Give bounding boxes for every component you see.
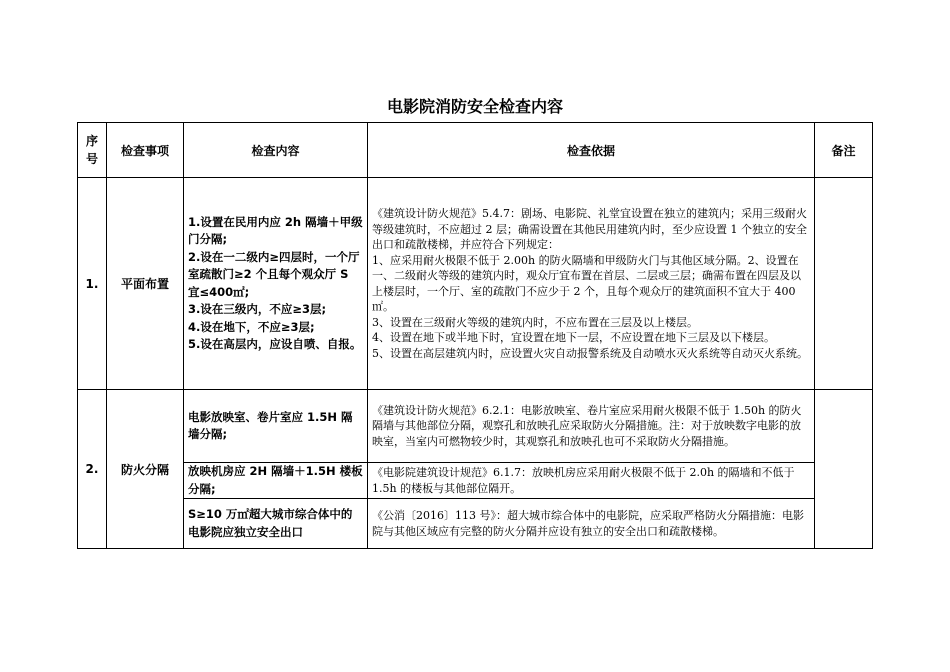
content-line: 3.设在三级内，不应≥3层;	[188, 302, 327, 316]
row-content: 放映机房应 2H 隔墙＋1.5H 楼板分隔;	[184, 463, 368, 499]
header-item: 检查事项	[107, 123, 184, 178]
content-line: 4.设在地下，不应≥3层;	[188, 319, 315, 334]
row-content: 电影放映室、卷片室应 1.5H 隔墙分隔;	[184, 390, 368, 463]
inspection-table	[77, 122, 873, 549]
row-seq: 2.	[78, 390, 107, 549]
header-content: 检查内容	[184, 123, 368, 178]
table-row	[78, 390, 873, 463]
header-seq-line2: 号	[85, 152, 98, 166]
header-basis: 检查依据	[368, 123, 815, 178]
header-seq-line1: 序	[85, 134, 98, 148]
row-basis: 《建筑设计防火规范》6.2.1：电影放映室、卷片室应采用耐火极限不低于 1.50h 的防火隔墙与其他部位分隔，观察孔和放映孔应采取防火分隔措施。注：对于放映数字电影的放映室，当室内可燃物较少时，其观察孔和放映孔也可不采取防火分隔措施。	[368, 390, 815, 463]
table-row	[78, 499, 873, 549]
basis-line: 4、设置在地下或半地下时，宜设置在地下一层，不应设置在地下三层及以下楼层。	[372, 331, 775, 344]
header-remark: 备注	[815, 123, 873, 178]
row-remark	[815, 390, 873, 549]
content-line: 1.设置在民用内应 2h 隔墙＋甲级门分隔;	[188, 214, 363, 246]
header-seq	[78, 123, 107, 178]
basis-line: 5、设置在高层建筑内时，应设置火灾自动报警系统及自动喷水灭火系统等自动灭火系统。	[372, 346, 808, 360]
row-item: 平面布置	[107, 178, 184, 390]
content-line: 2.设在一二级内≥四层时，一个厅室疏散门≥2 个且每个观众厅 S 宜≤400㎡;	[188, 249, 360, 299]
content-line: 5.设在高层内，应设自喷、自报。	[188, 337, 362, 351]
table-row	[78, 178, 873, 390]
row-content: S≥10 万㎡超大城市综合体中的电影院应独立安全出口	[184, 499, 368, 549]
row-basis: 《电影院建筑设计规范》6.1.7：放映机房应采用耐火极限不低于 2.0h 的隔墙和不低于 1.5h 的楼板与其他部位隔开。	[368, 463, 815, 499]
header-row	[78, 123, 873, 178]
row-content	[184, 178, 368, 390]
page-title: 电影院消防安全检查内容	[386, 97, 563, 116]
row-remark	[815, 178, 873, 390]
row-basis: 《公消〔2016〕113 号》：超大城市综合体中的电影院，应采取严格防火分隔措施：电影院与其他区域应有完整的防火分隔并应设有独立的安全出口和疏散楼梯。	[368, 499, 815, 549]
basis-line: 3、设置在三级耐火等级的建筑内时，不应布置在三层及以上楼层。	[372, 315, 698, 329]
row-item: 防火分隔	[107, 390, 184, 549]
basis-line: 《建筑设计防火规范》5.4.7：剧场、电影院、礼堂宜设置在独立的建筑内；采用三级耐火等级建筑时，不应超过 2 层；确需设置在其他民用建筑内时，至少应设置 1 个独立的安全出口和疏散楼梯，并应符合下列规定：	[372, 207, 807, 251]
table-row	[78, 463, 873, 499]
row-basis	[368, 178, 815, 390]
row-seq: 1.	[78, 178, 107, 390]
basis-line: 1、应采用耐火极限不低于 2.00h 的防火隔墙和甲级防火门与其他区域分隔。2、设置在一、二级耐火等级的建筑内时，观众厅宜布置在首层、二层或三层；确需布置在四层及以上楼层时，一个厅、室的疏散门不应少于 2 个，且每个观众厅的建筑面积不宜大于 400㎡。	[372, 253, 801, 313]
